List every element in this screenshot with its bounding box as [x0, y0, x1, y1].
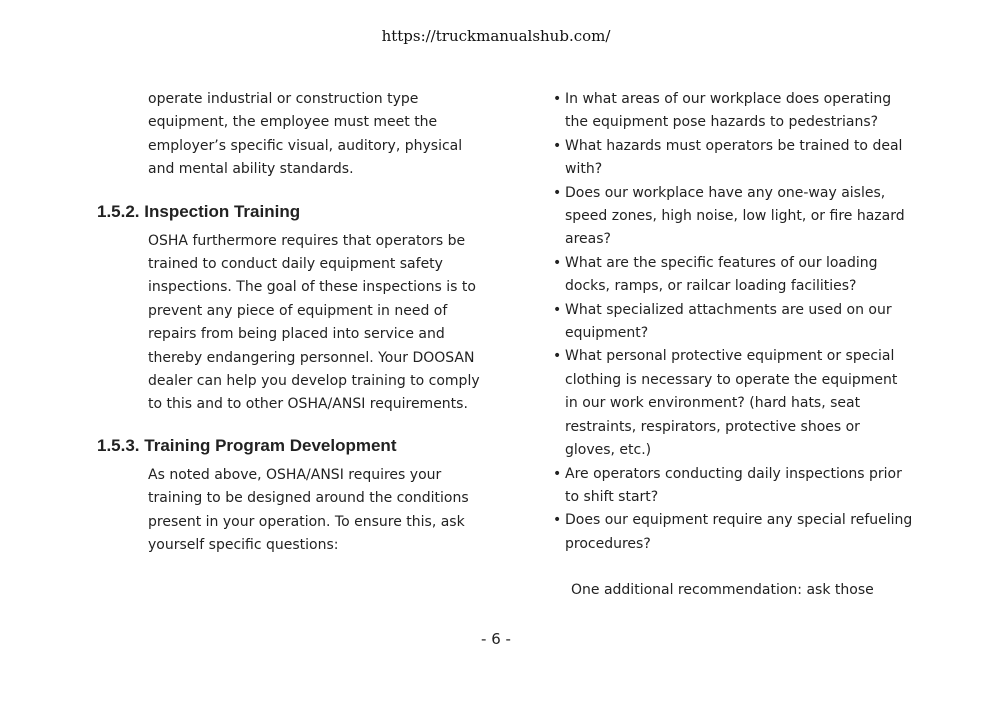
question-list	[553, 88, 913, 556]
closing-paragraph: One additional recommendation: ask those	[571, 582, 874, 599]
section-heading-training-program: 1.5.3. Training Program Development	[97, 435, 397, 455]
source-url: https://truckmanualshub.com/	[381, 27, 611, 45]
section-heading-inspection-training: 1.5.2. Inspection Training	[97, 201, 301, 221]
list-item: • What hazards must operators be trained to deal with?	[553, 135, 913, 182]
right-column	[553, 88, 913, 603]
left-column	[97, 88, 487, 558]
page-number: - 6 -	[481, 630, 511, 648]
inspection-training-paragraph: OSHA furthermore requires that operators be trained to conduct daily equipment safety inspections. The goal of these inspections is to prevent any piece of equipment in need of repairs from being placed into service and thereby endangering personnel. Your DOOSAN dealer can help you develop training to comply to this and to other OSHA/ANSI requirements.	[148, 232, 480, 413]
list-item: • Are operators conducting daily inspections prior to shift start?	[553, 463, 913, 510]
list-item: • What personal protective equipment or special clothing is necessary to operate the equipment in our work environment? (hard hats, seat restraints, respirators, protective shoes or gloves, etc.)	[553, 345, 913, 462]
list-item: • In what areas of our workplace does operating the equipment pose hazards to pedestrians?	[553, 88, 913, 135]
list-item: • Does our equipment require any special refueling procedures?	[553, 509, 913, 556]
list-item: • What are the specific features of our loading docks, ramps, or railcar loading facilities?	[553, 252, 913, 299]
list-item: • Does our workplace have any one-way aisles, speed zones, high noise, low light, or fire hazard areas?	[553, 182, 913, 252]
intro-paragraph: operate industrial or construction type equipment, the employee must meet the employer’s specific visual, auditory, physical and mental ability standards.	[148, 91, 463, 178]
training-program-paragraph: As noted above, OSHA/ANSI requires your training to be designed around the conditions present in your operation. To ensure this, ask yourself specific questions:	[148, 466, 469, 554]
list-item: • What specialized attachments are used on our equipment?	[553, 299, 913, 346]
